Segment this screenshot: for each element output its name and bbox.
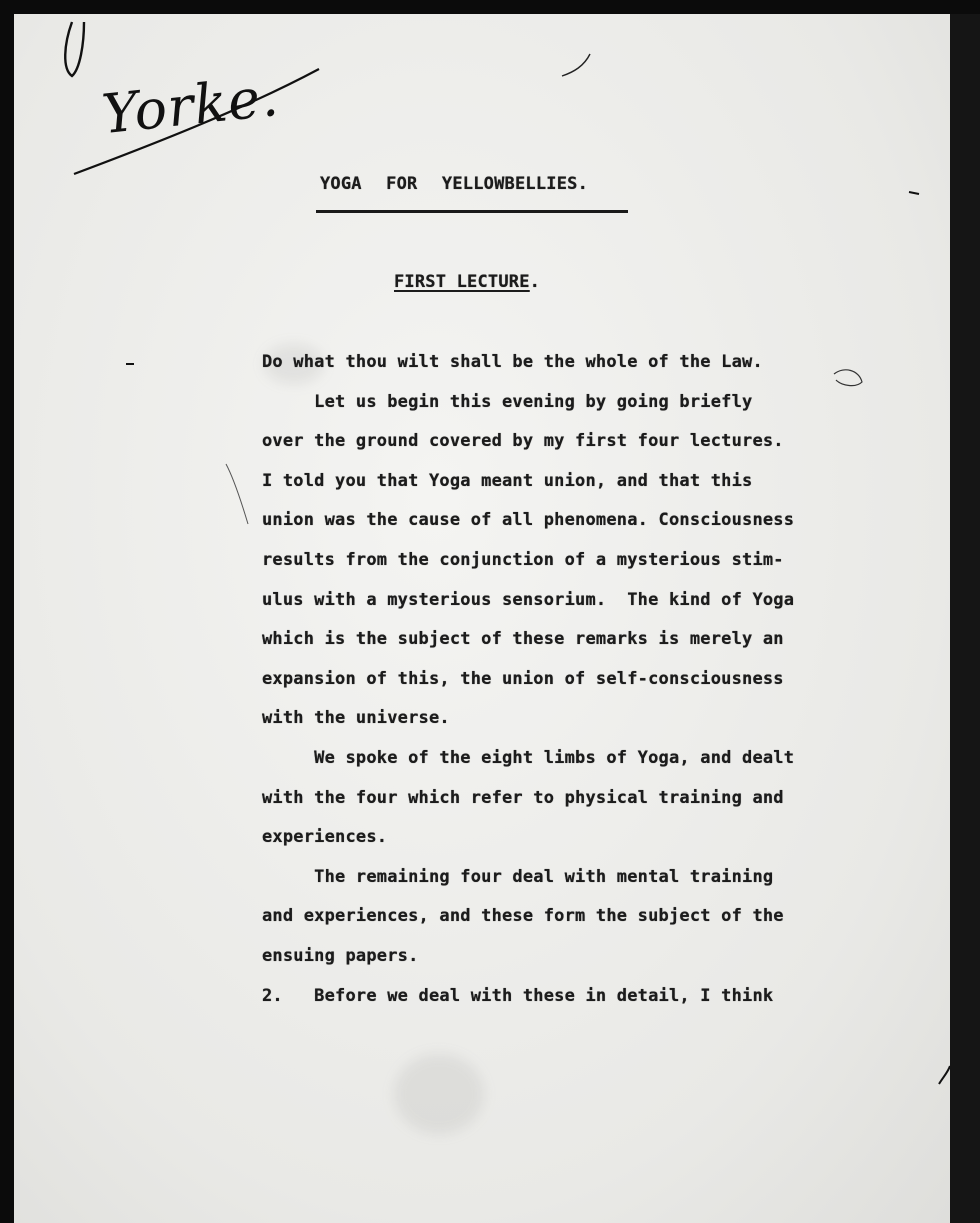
text-line: ulus with a mysterious sensorium. The kind of Yoga	[262, 589, 795, 610]
text-line: We spoke of the eight limbs of Yoga, and dealt	[262, 748, 795, 768]
text-line: 2. Before we deal with these in detail, I think	[262, 985, 774, 1006]
text-line: results from the conjunction of a mysterious stim-	[262, 550, 784, 570]
smudge-mark	[394, 1054, 484, 1134]
text-line: with the four which refer to physical training and	[262, 787, 784, 808]
text-line: and experiences, and these form the subject of the	[262, 906, 784, 927]
text-line: Let us begin this evening by going briefly	[262, 391, 753, 412]
text-line: The remaining four deal with mental training	[262, 866, 774, 887]
text-line: union was the cause of all phenomena. Consciousness	[262, 510, 795, 531]
text-line: over the ground covered by my first four lectures.	[262, 431, 784, 452]
text-line: experiences.	[262, 827, 388, 848]
document-title: YOGA FOR YELLOWBELLIES.	[320, 174, 589, 194]
text-line: I told you that Yoga meant union, and that this	[262, 470, 753, 491]
text-line: which is the subject of these remarks is merely an	[262, 629, 784, 650]
text-line: Do what thou wilt shall be the whole of the Law.	[262, 352, 763, 372]
text-line: with the universe.	[262, 708, 450, 729]
document-page	[14, 14, 950, 1223]
handwritten-note: Yorke.	[99, 64, 282, 147]
scan-border-right	[950, 14, 980, 1223]
title-underline	[316, 210, 628, 213]
document-subtitle	[394, 272, 540, 292]
subtitle-text: FIRST LECTURE	[394, 272, 530, 292]
text-line: expansion of this, the union of self-consciousness	[262, 668, 784, 689]
handwritten-strokes	[14, 14, 950, 1223]
subtitle-punctuation: .	[529, 272, 541, 292]
text-line: ensuing papers.	[262, 946, 419, 966]
